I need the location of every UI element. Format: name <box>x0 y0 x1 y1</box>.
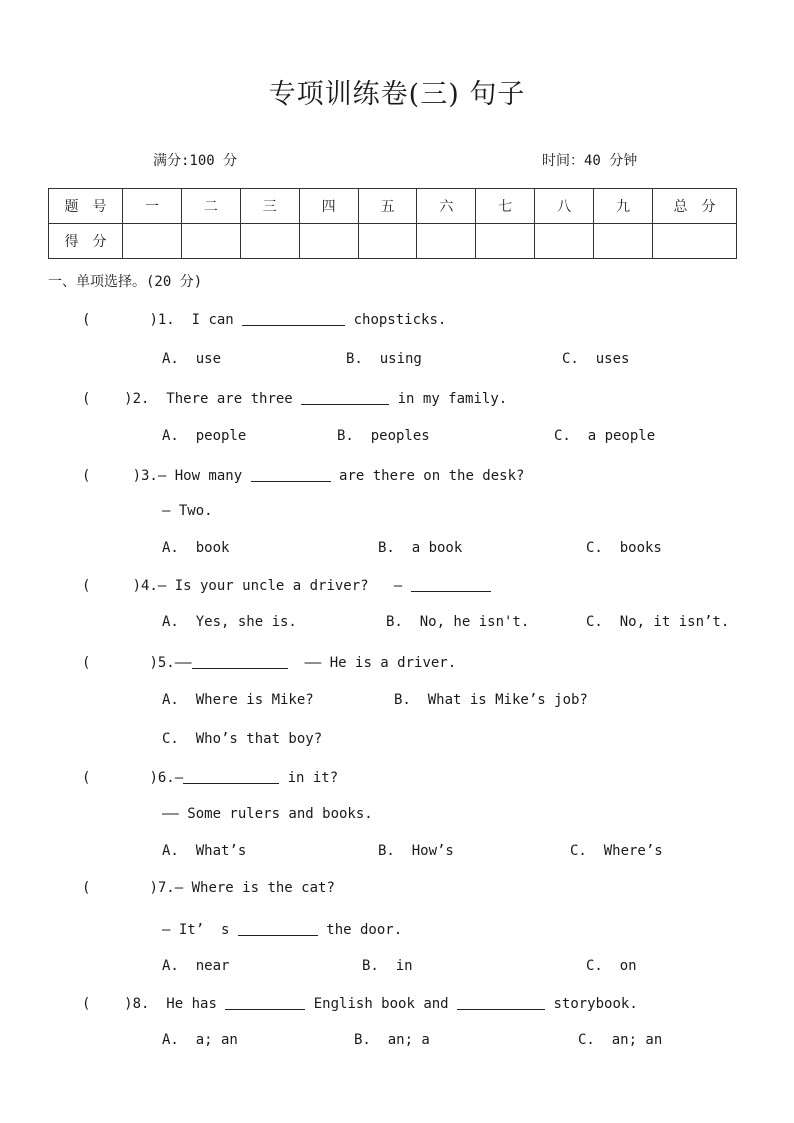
question-8: ( )8. He has English book and storybook. <box>82 996 638 1012</box>
answer-blank[interactable] <box>225 995 305 1010</box>
question-4: ( )4.— Is your uncle a driver? — <box>82 577 491 594</box>
score-entry-cell[interactable] <box>476 224 535 259</box>
score-table-score-row <box>49 224 737 259</box>
score-entry-cell[interactable] <box>299 224 358 259</box>
score-entry-cell[interactable] <box>653 224 737 259</box>
score-row-label: 得 分 <box>49 224 123 259</box>
question-7-response: — It’ s the door. <box>162 922 403 938</box>
answer-blank[interactable] <box>457 995 545 1010</box>
question-5: ( )5.—— —— He is a driver. <box>82 655 457 671</box>
option-a: A. What’s <box>162 843 247 859</box>
score-header-cell: 七 <box>476 189 535 224</box>
question-3-response: — Two. <box>162 503 213 519</box>
option-a: A. a; an <box>162 1032 238 1048</box>
answer-paren[interactable]: ( <box>82 312 150 328</box>
option-b: B. a book <box>378 540 463 556</box>
score-header-cell: 二 <box>181 189 240 224</box>
score-header-cell: 一 <box>123 189 182 224</box>
score-table-header-row <box>49 189 737 224</box>
answer-paren[interactable]: ( <box>82 391 125 407</box>
option-a: A. use <box>162 351 222 367</box>
option-a: A. people <box>162 428 247 444</box>
question-3: ( )3.— How many are there on the desk? <box>82 468 525 484</box>
score-entry-cell[interactable] <box>594 224 653 259</box>
option-b: B. using <box>346 351 422 367</box>
option-c: C. an; an <box>578 1032 663 1048</box>
score-entry-cell[interactable] <box>123 224 182 259</box>
option-c: C. books <box>586 540 662 556</box>
option-a: A. Yes, she is. <box>162 614 297 630</box>
option-c: C. Where’s <box>570 843 663 859</box>
option-b: B. How’s <box>378 843 454 859</box>
score-header-cell: 八 <box>535 189 594 224</box>
option-b: B. an; a <box>354 1032 430 1048</box>
option-b: B. No, he isn't. <box>386 614 530 630</box>
option-b: B. in <box>362 958 413 974</box>
score-entry-cell[interactable] <box>240 224 299 259</box>
option-b: B. What is Mike’s job? <box>394 692 588 708</box>
score-header-cell: 总 分 <box>653 189 737 224</box>
score-entry-cell[interactable] <box>417 224 476 259</box>
question-1: ( )1. I can chopsticks. <box>82 312 447 328</box>
option-c: C. No, it isn’t. <box>586 614 730 630</box>
answer-paren[interactable]: ( <box>82 770 150 786</box>
answer-blank[interactable] <box>242 311 345 326</box>
score-entry-cell[interactable] <box>358 224 417 259</box>
page-title: 专项训练卷(三) 句子 <box>268 79 526 110</box>
option-c: C. Who’s that boy? <box>162 731 323 747</box>
option-a: A. Where is Mike? <box>162 692 314 708</box>
score-entry-cell[interactable] <box>181 224 240 259</box>
question-7: ( )7.— Where is the cat? <box>82 880 335 896</box>
score-header-cell: 四 <box>299 189 358 224</box>
score-header-cell: 五 <box>358 189 417 224</box>
answer-blank[interactable] <box>183 769 279 784</box>
option-a: A. book <box>162 540 230 556</box>
option-c: C. on <box>586 958 637 974</box>
answer-paren[interactable]: ( <box>82 880 150 896</box>
score-header-cell: 题 号 <box>49 189 123 224</box>
exam-time: 时间：40 分钟 <box>542 153 638 169</box>
score-header-cell: 九 <box>594 189 653 224</box>
answer-paren[interactable]: ( <box>82 996 125 1012</box>
score-header-cell: 三 <box>240 189 299 224</box>
option-b: B. peoples <box>337 428 430 444</box>
score-table <box>48 188 737 259</box>
option-c: C. uses <box>562 351 630 367</box>
answer-blank[interactable] <box>411 577 491 592</box>
option-a: A. near <box>162 958 230 974</box>
question-6: ( )6.— in it? <box>82 770 339 786</box>
question-6-response: —— Some rulers and books. <box>162 806 373 822</box>
section-heading: 一、单项选择。(20 分) <box>48 274 203 290</box>
full-marks: 满分:100 分 <box>153 153 238 169</box>
answer-blank[interactable] <box>251 467 331 482</box>
answer-paren[interactable]: ( <box>82 655 150 671</box>
answer-blank[interactable] <box>192 654 288 669</box>
score-entry-cell[interactable] <box>535 224 594 259</box>
question-2: ( )2. There are three in my family. <box>82 391 508 407</box>
answer-blank[interactable] <box>301 390 389 405</box>
answer-blank[interactable] <box>238 921 318 936</box>
answer-paren[interactable]: ( <box>82 578 133 594</box>
option-c: C. a people <box>554 428 656 444</box>
score-header-cell: 六 <box>417 189 476 224</box>
answer-paren[interactable]: ( <box>82 468 133 484</box>
